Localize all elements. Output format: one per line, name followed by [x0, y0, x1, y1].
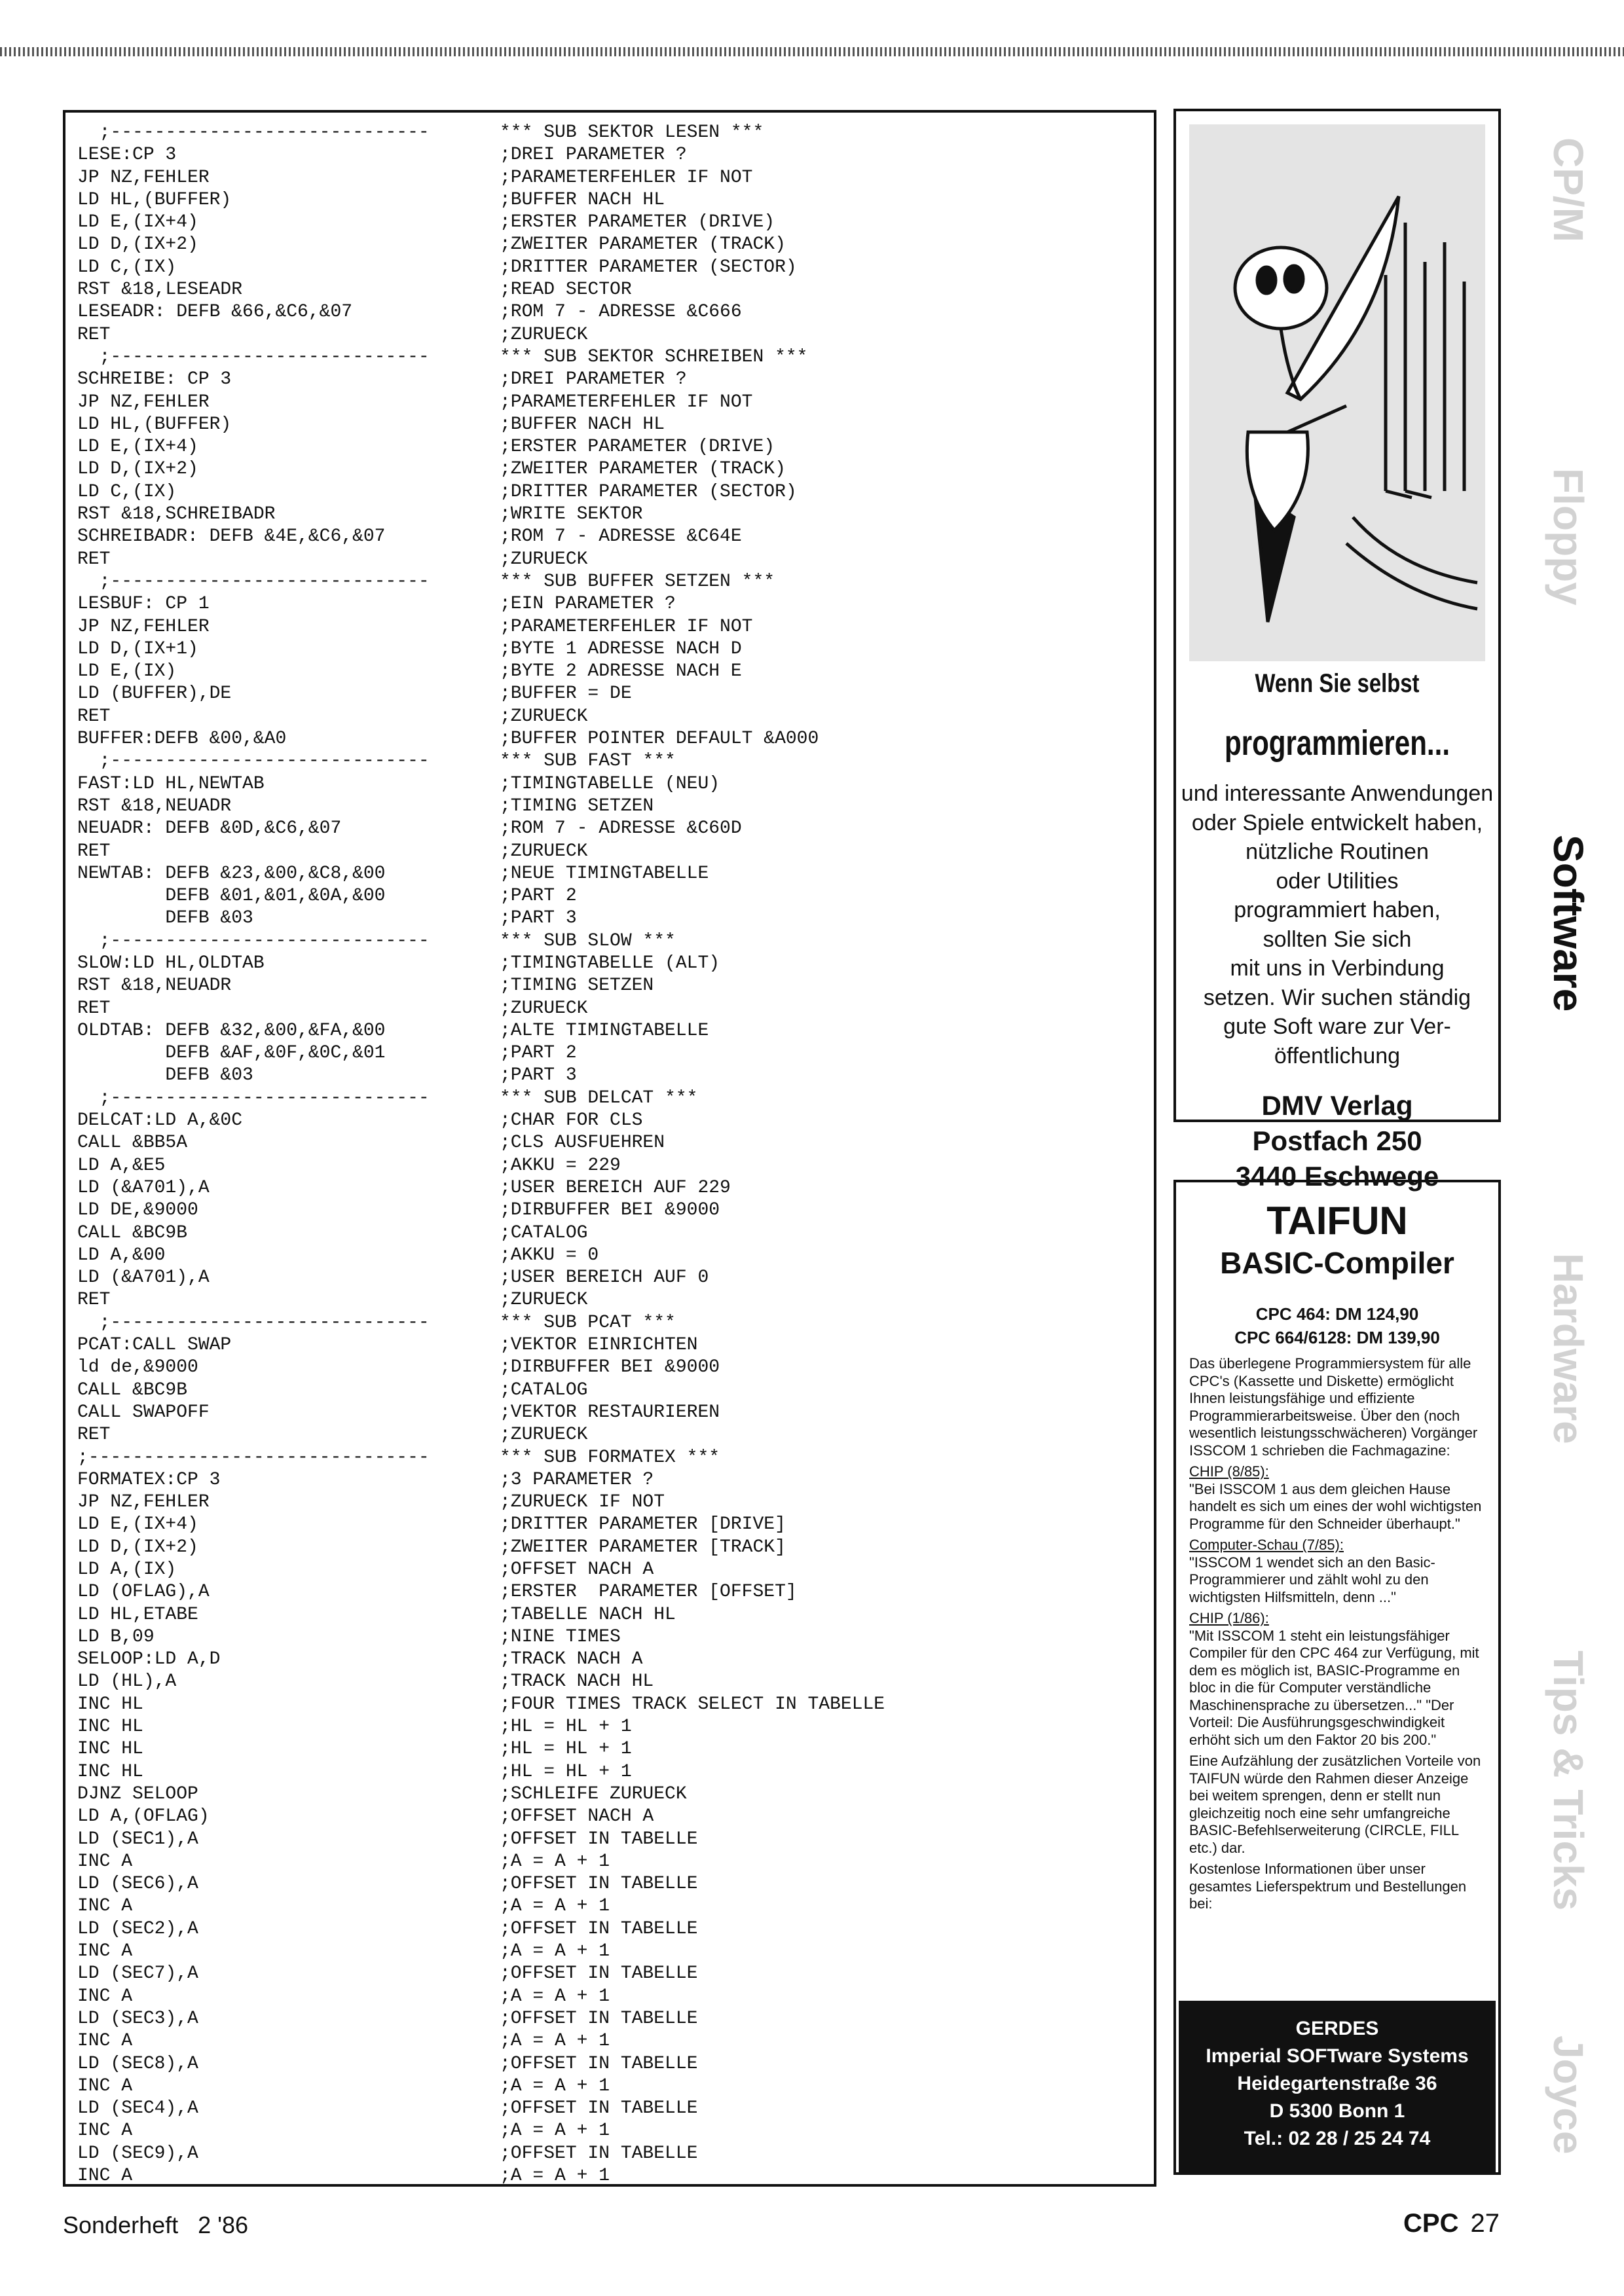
code-instruction: LD (SEC4),A — [77, 2098, 198, 2119]
code-comment: ;HL = HL + 1 — [500, 1717, 632, 1738]
code-instruction: LD D,(IX+2) — [77, 1537, 198, 1558]
code-comment: ;VEKTOR EINRICHTEN — [500, 1335, 698, 1356]
code-comment: ;AKKU = 0 — [500, 1245, 599, 1266]
code-comment: ;ZURUECK — [500, 998, 588, 1019]
publisher-line: Postfach 250 — [1252, 1125, 1422, 1156]
code-comment: ;OFFSET IN TABELLE — [500, 1918, 698, 1939]
code-comment: ;PARAMETERFEHLER IF NOT — [500, 392, 753, 412]
code-comment: ;TRACK NACH HL — [500, 1671, 654, 1692]
code-instruction: LD (SEC9),A — [77, 2143, 198, 2164]
code-instruction: LD D,(IX+1) — [77, 638, 198, 659]
code-instruction: LD (SEC2),A — [77, 1918, 198, 1939]
code-comment: ;OFFSET IN TABELLE — [500, 2053, 698, 2074]
code-comment: ;A = A + 1 — [500, 2166, 610, 2187]
code-comment: ;OFFSET IN TABELLE — [500, 2143, 698, 2164]
code-instruction: LD (SEC3),A — [77, 2008, 198, 2029]
code-comment: ;READ SECTOR — [500, 280, 632, 301]
taifun-more: Eine Aufzählung der zusätzlichen Vorteile von TAIFUN würde den Rahmen dieser Anzeige bei weitem sprengen, denn er stellt nun gleichzeitig noch eine sehr umfangreiche BASIC-Befehlserweiterung (CIRCLE, FILL etc.) dar. — [1189, 1753, 1481, 1856]
code-comment: ;ZWEITER PARAMETER [TRACK] — [500, 1537, 786, 1558]
code-instruction: DELCAT:LD A,&0C — [77, 1110, 243, 1131]
code-comment: ;A = A + 1 — [500, 2031, 610, 2052]
ad-body-line: mit uns in Verbindung — [1230, 956, 1445, 981]
code-comment: ;TABELLE NACH HL — [500, 1604, 676, 1625]
code-comment: ;BUFFER = DE — [500, 683, 632, 704]
code-instruction: BUFFER:DEFB &00,&A0 — [77, 729, 287, 750]
code-instruction: ;----------------------------- — [77, 122, 430, 143]
code-instruction: ;----------------------------- — [77, 346, 430, 367]
code-instruction: DEFB &01,&01,&0A,&00 — [77, 886, 386, 907]
code-instruction: RET — [77, 998, 111, 1019]
code-comment: *** SUB SEKTOR SCHREIBEN *** — [500, 346, 808, 367]
taifun-title: TAIFUN — [1266, 1199, 1408, 1243]
code-comment: ;ZWEITER PARAMETER (TRACK) — [500, 459, 786, 480]
code-instruction: RET — [77, 1290, 111, 1311]
code-comment: ;CLS AUSFUEHREN — [500, 1133, 665, 1154]
tab-software: Software — [1545, 834, 1592, 1012]
code-instruction: LD HL,(BUFFER) — [77, 189, 232, 210]
tab-hardware: Hardware — [1545, 1253, 1592, 1444]
code-comment: ;A = A + 1 — [500, 2121, 610, 2141]
quote-source: CHIP (8/85): — [1189, 1463, 1269, 1480]
code-instruction: JP NZ,FEHLER — [77, 1492, 210, 1513]
code-instruction: RET — [77, 1425, 111, 1446]
code-listing — [63, 110, 1156, 2187]
code-comment: ;3 PARAMETER ? — [500, 1469, 654, 1490]
code-comment: ;ZURUECK — [500, 549, 588, 570]
code-instruction: INC A — [77, 1896, 133, 1917]
code-comment: ;DIRBUFFER BEI &9000 — [500, 1200, 720, 1221]
code-comment: ;OFFSET NACH A — [500, 1806, 654, 1827]
code-instruction: ;----------------------------- — [77, 751, 430, 772]
code-instruction: LD E,(IX) — [77, 661, 177, 682]
code-comment: ;ERSTER PARAMETER (DRIVE) — [500, 212, 775, 233]
code-instruction: CALL &BC9B — [77, 1379, 188, 1400]
code-comment: ;TIMING SETZEN — [500, 795, 654, 816]
code-instruction: LD D,(IX+2) — [77, 234, 198, 255]
code-instruction: INC HL — [77, 1761, 143, 1782]
code-comment: ;OFFSET IN TABELLE — [500, 2008, 698, 2029]
code-instruction: LD (HL),A — [77, 1671, 177, 1692]
ad-body-line: gute Soft ware zur Ver- — [1223, 1014, 1451, 1039]
code-comment: ;OFFSET IN TABELLE — [500, 1829, 698, 1850]
ad-body-line: sollten Sie sich — [1263, 926, 1412, 952]
code-comment: ;ZURUECK — [500, 706, 588, 727]
code-comment: ;TIMINGTABELLE (ALT) — [500, 953, 720, 974]
code-comment: ;TIMING SETZEN — [500, 975, 654, 996]
code-comment: ;PARAMETERFEHLER IF NOT — [500, 616, 753, 637]
code-comment: *** SUB PCAT *** — [500, 1312, 676, 1333]
code-instruction: LD (SEC8),A — [77, 2053, 198, 2074]
tab-floppy: Floppy — [1545, 468, 1592, 606]
code-comment: ;ZURUECK IF NOT — [500, 1492, 665, 1513]
ad-body-line: nützliche Routinen — [1246, 839, 1429, 864]
code-instruction: ;----------------------------- — [77, 1312, 430, 1333]
code-instruction: CALL &BC9B — [77, 1222, 188, 1243]
code-comment: ;ZURUECK — [500, 1290, 588, 1311]
code-comment: ;EIN PARAMETER ? — [500, 594, 676, 615]
code-instruction: LESBUF: CP 1 — [77, 594, 210, 615]
code-instruction: ;----------------------------- — [77, 571, 430, 592]
code-instruction: JP NZ,FEHLER — [77, 167, 210, 188]
code-instruction: LD E,(IX+4) — [77, 1514, 198, 1535]
code-instruction: ;----------------------------- — [77, 1087, 430, 1108]
tab-joyce: Joyce — [1545, 2035, 1592, 2155]
code-comment: *** SUB BUFFER SETZEN *** — [500, 571, 775, 592]
address-line: D 5300 Bonn 1 — [1269, 2100, 1405, 2122]
code-comment: ;DREI PARAMETER ? — [500, 369, 687, 390]
code-instruction: LD HL,ETABE — [77, 1604, 198, 1625]
code-comment: ;VEKTOR RESTAURIEREN — [500, 1402, 720, 1423]
code-instruction: INC HL — [77, 1717, 143, 1738]
publisher-line: 3440 Eschwege — [1235, 1161, 1439, 1192]
code-instruction: INC A — [77, 2075, 133, 2096]
code-instruction: LD E,(IX+4) — [77, 212, 198, 233]
code-instruction: LD E,(IX+4) — [77, 437, 198, 458]
code-comment: ;OFFSET IN TABELLE — [500, 1963, 698, 1984]
quote-text: "ISSCOM 1 wendet sich an den Basic-Programmierer und zählt wohl zu den wichtigsten Hilfsmitteln, denn ..." — [1189, 1554, 1435, 1605]
code-instruction: SCHREIBADR: DEFB &4E,&C6,&07 — [77, 526, 386, 547]
code-comment: ;BUFFER NACH HL — [500, 414, 665, 435]
page-footer — [1403, 2209, 1500, 2238]
address-line: GERDES — [1295, 2018, 1379, 2039]
code-instruction: FORMATEX:CP 3 — [77, 1469, 221, 1490]
code-comment: ;ZURUECK — [500, 841, 588, 862]
quote-source: Computer-Schau (7/85): — [1189, 1537, 1344, 1553]
code-comment: ;ROM 7 - ADRESSE &C60D — [500, 818, 742, 839]
gerdes-address-box — [1179, 2001, 1496, 2172]
issue-label: Sonderheft 2 '86 — [63, 2212, 249, 2238]
code-instruction: LD DE,&9000 — [77, 1200, 198, 1221]
taifun-subtitle: BASIC-Compiler — [1220, 1246, 1454, 1280]
page-number: 27 — [1470, 2209, 1500, 2238]
code-comment: ;ZWEITER PARAMETER (TRACK) — [500, 234, 786, 255]
code-instruction: LESEADR: DEFB &66,&C6,&07 — [77, 302, 353, 323]
code-comment: ;PART 3 — [500, 1065, 577, 1086]
code-instruction: LD B,09 — [77, 1626, 155, 1647]
code-instruction: LD A,&E5 — [77, 1155, 166, 1176]
code-comment: *** SUB DELCAT *** — [500, 1087, 698, 1108]
ad-body-line: setzen. Wir suchen ständig — [1203, 985, 1471, 1010]
code-instruction: LD C,(IX) — [77, 481, 177, 502]
code-comment: ;A = A + 1 — [500, 1986, 610, 2007]
code-comment: ;A = A + 1 — [500, 1896, 610, 1917]
code-comment: ;DRITTER PARAMETER (SECTOR) — [500, 257, 797, 278]
code-comment: ;OFFSET NACH A — [500, 1559, 654, 1580]
code-instruction: RST &18,NEUADR — [77, 975, 232, 996]
code-instruction: SCHREIBE: CP 3 — [77, 369, 232, 390]
code-instruction: DJNZ SELOOP — [77, 1783, 198, 1804]
code-comment: *** SUB SLOW *** — [500, 930, 676, 951]
code-instruction: LD (SEC1),A — [77, 1829, 198, 1850]
code-comment: ;ZURUECK — [500, 1425, 588, 1446]
ad-body-line: oder Spiele entwickelt haben, — [1191, 810, 1483, 835]
code-comment: ;USER BEREICH AUF 229 — [500, 1177, 731, 1198]
code-instruction: SELOOP:LD A,D — [77, 1649, 221, 1670]
code-instruction: CALL &BB5A — [77, 1133, 188, 1154]
code-instruction: LD (OFLAG),A — [77, 1582, 210, 1603]
code-comment: ;NINE TIMES — [500, 1626, 621, 1647]
code-instruction: RST &18,LESEADR — [77, 280, 243, 301]
code-instruction: CALL SWAPOFF — [77, 1402, 210, 1423]
ad-headline-1: Wenn Sie selbst — [1255, 669, 1420, 698]
code-instruction: OLDTAB: DEFB &32,&00,&FA,&00 — [77, 1020, 386, 1041]
tab-cpm: CP/M — [1545, 137, 1592, 242]
code-instruction: INC A — [77, 2031, 133, 2052]
code-instruction: NEUADR: DEFB &0D,&C6,&07 — [77, 818, 342, 839]
address-line: Heidegartenstraße 36 — [1237, 2073, 1437, 2094]
code-instruction: ;----------------------------- — [77, 930, 430, 951]
code-comment: ;USER BEREICH AUF 0 — [500, 1267, 709, 1288]
code-instruction: FAST:LD HL,NEWTAB — [77, 773, 265, 794]
code-instruction: LD (SEC7),A — [77, 1963, 198, 1984]
publisher-line: DMV Verlag — [1261, 1090, 1413, 1121]
code-instruction: INC A — [77, 2166, 133, 2187]
publisher-address — [1176, 1088, 1498, 1194]
code-comment: ;ZURUECK — [500, 324, 588, 345]
code-instruction: LD A,&00 — [77, 1245, 166, 1266]
code-comment: ;A = A + 1 — [500, 1851, 610, 1872]
ad-headline-2: programmieren... — [1224, 723, 1450, 763]
code-comment: ;BYTE 1 ADRESSE NACH D — [500, 638, 742, 659]
code-comment: ;SCHLEIFE ZURUECK — [500, 1783, 687, 1804]
code-comment: ;DIRBUFFER BEI &9000 — [500, 1357, 720, 1378]
price-cpc664: CPC 664/6128: DM 139,90 — [1234, 1328, 1440, 1347]
taifun-advertisement — [1173, 1180, 1501, 2175]
code-comment: ;BUFFER POINTER DEFAULT &A000 — [500, 729, 819, 750]
code-comment: ;WRITE SEKTOR — [500, 504, 643, 525]
code-comment: ;ERSTER PARAMETER [OFFSET] — [500, 1582, 797, 1603]
ad-body-line: und interessante Anwendungen — [1181, 781, 1494, 806]
code-instruction: LD (&A701),A — [77, 1267, 210, 1288]
code-comment: ;FOUR TIMES TRACK SELECT IN TABELLE — [500, 1694, 885, 1715]
code-comment: ;HL = HL + 1 — [500, 1739, 632, 1760]
code-instruction: INC A — [77, 1851, 133, 1872]
dmv-advertisement — [1173, 109, 1501, 1192]
code-instruction: RST &18,SCHREIBADR — [77, 504, 276, 525]
code-comment: ;AKKU = 229 — [500, 1155, 621, 1176]
quote-source: CHIP (1/86): — [1189, 1610, 1269, 1626]
code-comment: ;ROM 7 - ADRESSE &C64E — [500, 526, 742, 547]
code-instruction: DEFB &03 — [77, 908, 253, 929]
code-instruction: JP NZ,FEHLER — [77, 392, 210, 412]
code-comment: ;BYTE 2 ADRESSE NACH E — [500, 661, 742, 682]
code-comment: ;ALTE TIMINGTABELLE — [500, 1020, 709, 1041]
ad-body-line: programmiert haben, — [1234, 898, 1441, 922]
code-comment: ;PARAMETERFEHLER IF NOT — [500, 167, 753, 188]
code-instruction: RET — [77, 706, 111, 727]
code-instruction: INC A — [77, 1986, 133, 2007]
code-comment: ;DRITTER PARAMETER (SECTOR) — [500, 481, 797, 502]
taifun-closing: Kostenlose Informationen über unser gesamtes Lieferspektrum und Bestellungen bei: — [1189, 1861, 1467, 1912]
code-instruction: RET — [77, 324, 111, 345]
code-instruction: INC A — [77, 1941, 133, 1962]
code-comment: ;ERSTER PARAMETER (DRIVE) — [500, 437, 775, 458]
address-line: Imperial SOFTware Systems — [1206, 2045, 1469, 2067]
code-instruction: RST &18,NEUADR — [77, 795, 232, 816]
code-comment: ;ROM 7 - ADRESSE &C666 — [500, 302, 742, 323]
code-instruction: NEWTAB: DEFB &23,&00,&C8,&00 — [77, 863, 386, 884]
address-line: Tel.: 02 28 / 25 24 74 — [1244, 2128, 1431, 2149]
code-comment: ;HL = HL + 1 — [500, 1761, 632, 1782]
code-instruction: ld de,&9000 — [77, 1357, 198, 1378]
code-comment: ;A = A + 1 — [500, 1941, 610, 1962]
code-instruction: INC HL — [77, 1739, 143, 1760]
code-instruction: JP NZ,FEHLER — [77, 616, 210, 637]
code-comment: ;OFFSET IN TABELLE — [500, 1874, 698, 1895]
code-comment: ;DRITTER PARAMETER [DRIVE] — [500, 1514, 786, 1535]
code-comment: ;CATALOG — [500, 1379, 588, 1400]
code-comment: ;OFFSET IN TABELLE — [500, 2098, 698, 2119]
top-rule — [0, 47, 1624, 56]
code-comment: *** SUB FORMATEX *** — [500, 1447, 720, 1468]
code-instruction: LD HL,(BUFFER) — [77, 414, 232, 435]
quote-text: "Bei ISSCOM 1 aus dem gleichen Hause handelt es sich um eines der wohl wichtigsten Programme für den Schneider überhaupt." — [1189, 1480, 1482, 1532]
code-instruction: LD (SEC6),A — [77, 1874, 198, 1895]
code-instruction: ;------------------------------- — [77, 1447, 430, 1468]
tab-tips-tricks: Tips & Tricks — [1545, 1650, 1592, 1911]
code-comment: ;CHAR FOR CLS — [500, 1110, 643, 1131]
code-comment: *** SUB FAST *** — [500, 751, 676, 772]
code-comment: ;A = A + 1 — [500, 2075, 610, 2096]
code-instruction: LD A,(OFLAG) — [77, 1806, 210, 1827]
ad-body-line: oder Utilities — [1276, 868, 1399, 894]
code-instruction: LD C,(IX) — [77, 257, 177, 278]
code-comment: *** SUB SEKTOR LESEN *** — [500, 122, 764, 143]
code-instruction: DEFB &AF,&0F,&0C,&01 — [77, 1043, 386, 1064]
taifun-intro: Das überlegene Programmiersystem für alle CPC's (Kassette und Diskette) ermöglicht Ihnen leistungsfähige und effiziente Programmierarbeitsweise. Über den (noch wesentlich leistungsschwächeren) Vorgänger ISSCOM 1 schrieben die Fachmagazine: — [1189, 1355, 1478, 1459]
code-comment: ;NEUE TIMINGTABELLE — [500, 863, 709, 884]
code-comment: ;PART 3 — [500, 908, 577, 929]
code-instruction: SLOW:LD HL,OLDTAB — [77, 953, 265, 974]
code-comment: ;BUFFER NACH HL — [500, 189, 665, 210]
ad-body-line: öffentlichung — [1274, 1043, 1401, 1068]
taifun-text — [1189, 1355, 1485, 1917]
code-instruction: INC HL — [77, 1694, 143, 1715]
code-instruction: LD (BUFFER),DE — [77, 683, 232, 704]
magazine-brand: CPC — [1403, 2209, 1459, 2238]
code-instruction: LD D,(IX+2) — [77, 459, 198, 480]
ad-body — [1176, 779, 1498, 1070]
code-comment: ;PART 2 — [500, 1043, 577, 1064]
code-instruction: LD (&A701),A — [77, 1177, 210, 1198]
code-instruction: DEFB &03 — [77, 1065, 253, 1086]
code-instruction: RET — [77, 841, 111, 862]
code-comment: ;TIMINGTABELLE (NEU) — [500, 773, 720, 794]
code-instruction: INC A — [77, 2121, 133, 2141]
code-instruction: RET — [77, 549, 111, 570]
price-cpc464: CPC 464: DM 124,90 — [1255, 1304, 1419, 1324]
code-comment: ;TRACK NACH A — [500, 1649, 643, 1670]
rocket-character-illustration — [1189, 124, 1485, 661]
code-comment: ;DREI PARAMETER ? — [500, 145, 687, 166]
section-sidebar — [1532, 92, 1604, 2200]
code-instruction: LESE:CP 3 — [77, 145, 177, 166]
code-instruction: LD A,(IX) — [77, 1559, 177, 1580]
code-instruction: PCAT:CALL SWAP — [77, 1335, 232, 1356]
code-comment: ;CATALOG — [500, 1222, 588, 1243]
code-comment: ;PART 2 — [500, 886, 577, 907]
quote-text: "Mit ISSCOM 1 steht ein leistungsfähiger Compiler für den CPC 464 zur Verfügung, mit dem es möglich ist, BASIC-Programme en bloc in die für Computer verständliche Maschinensprache zu übersetzen..." "Der Vorteil: Die Ausführungsgeschwindigkeit erhöht sich um den Faktor 20 bis 200." — [1189, 1627, 1479, 1748]
